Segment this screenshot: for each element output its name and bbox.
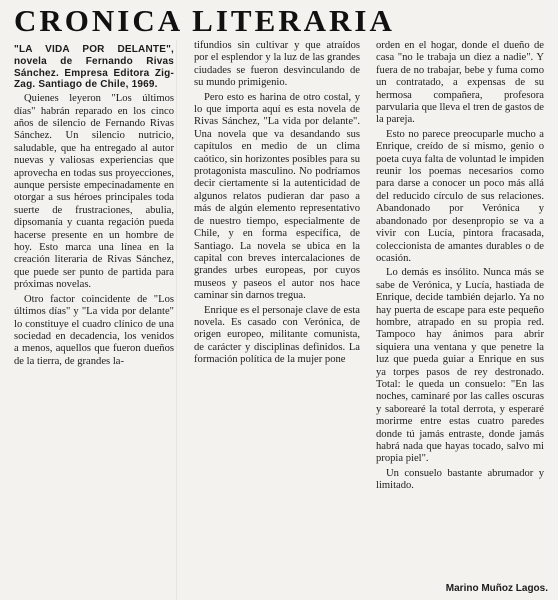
book-title: "LA VIDA POR DELANTE",: [14, 44, 174, 55]
paragraph: Quienes leyeron "Los últimos días" habrán reparado en los cinco años de silencio de Fernando Rivas Sánchez. Un silencio nutricio, saludable, que ha entregado al autor nuevas y valiosas experiencias que aprovecha en todas sus proyecciones, aunque persiste empecinadamente en otorgar a sus héroes principales toda suerte de frustraciones, abulia, dipsomanía y cuanta regación pueda hacerse presente en un hombre de hoy. Esto marca una línea en la creación literaria de Rivas Sánchez, que puede ser punto de partida para próximas novelas.: [14, 93, 174, 291]
paragraph: orden en el hogar, donde el dueño de casa "no le trabaja un diez a nadie". Y fuera de no trabajar, bebe y fuma como un contratado, a expensas de su hermosa compañera, profesora parvularia que lleva el tren de gastos de la pareja.: [376, 40, 544, 126]
paragraph: tifundios sin cultivar y que atraídos por el esplendor y la luz de las grandes ciudades se fueron desvinculando de su mundo primigenio.: [194, 40, 360, 89]
paragraph: Pero esto es harina de otro costal, y lo que importa aquí es esta novela de Rivas Sánchez, "La vida por delante". Una novela que va desandando sus capítulos en medio de un clima caótico, sin horizontes posibles para su protagonista masculino. No podríamos decir ciertamente si la autenticidad de algunos relatos pudieran dar paso a más de algún elemento representativo de nuestro tiempo, especialmente de Chile, y en forma específica, de Santiago. La novela se ubica en la capital con breves intercalaciones de grandes urbes europeas, por cuyos museos y paseos el autor nos hace caminar sin darnos tregua.: [194, 91, 360, 302]
column-divider: [176, 40, 177, 600]
paragraph: Otro factor coincidente de "Los últimos días" y "La vida por delante" lo constituye el cuadro clínico de una sociedad en decadencia, los venidos a menos, aquellos que fueron dueños de la tierra, de grandes la-: [14, 293, 174, 367]
book-citation: [14, 44, 174, 91]
author-signature: Marino Muñoz Lagos.: [445, 583, 548, 594]
column-2: [194, 40, 360, 600]
paragraph: Esto no parece preocuparle mucho a Enrique, creído de sí mismo, genio o poeta cuya falta de voluntad le impiden reunir los poemas necesarios como para darse a conocer un poco más allá del reducido círculo de sus relaciones. Abandonado por Verónica y abandonado por desenpropio se va a vivir con Lucía, pintora fracasada, coleccionista de amantes durables o de ocasión.: [376, 128, 544, 264]
paragraph: Lo demás es insólito. Nunca más se sabe de Verónica, y Lucía, hastiada de Enrique, decide también dejarlo. Ya no hay puerta de escape para este pequeño hombre, atrapado en su propia red. Tampoco hay ánimos para abrir siquiera una ventana y que penetre la luz que pueda guiar a Enrique en sus ya torpes pasos de rey destronado. Total: le queda un consuelo: "En las noches, caminaré por las calles oscuras y saborearé la total derrota, y esperaré morirme entre estas cuatro paredes donde tú jamás entraste, donde jamás habrá nada que hayas tocado, salvo mi propia piel".: [376, 267, 544, 465]
book-details: novela de Fernando Rivas Sánchez. Empresa Editora Zig-Zag. Santiago de Chile, 1969.: [14, 55, 174, 91]
column-3: [376, 40, 544, 600]
paragraph: Un consuelo bastante abrumador y limitado.: [376, 467, 544, 492]
section-masthead: CRONICA LITERARIA: [14, 3, 395, 38]
column-1: [14, 44, 174, 600]
paragraph: Enrique es el personaje clave de esta novela. Es casado con Verónica, de origen europeo, militante comunista, de carácter y disciplinas definidos. La formación política de la mujer pone: [194, 304, 360, 366]
